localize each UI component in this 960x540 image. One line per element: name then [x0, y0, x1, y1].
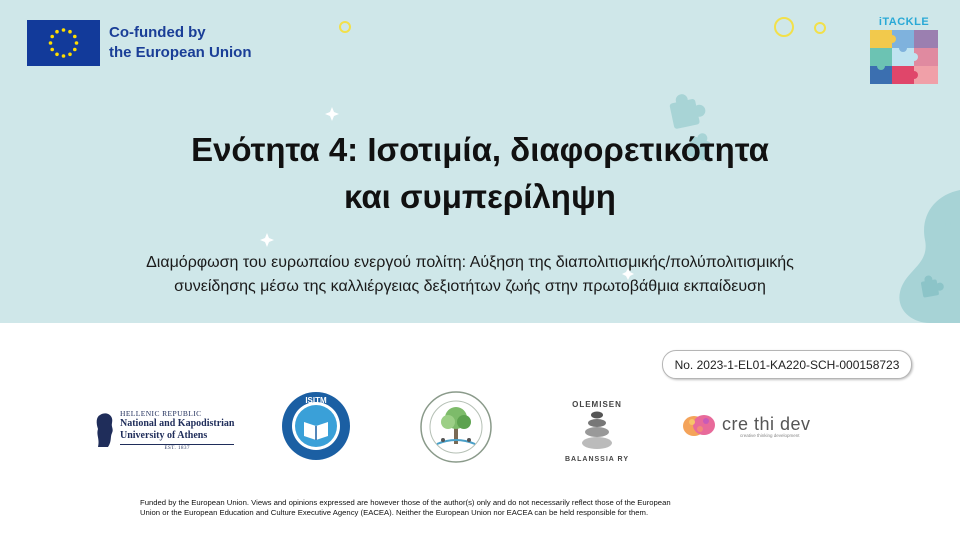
- disclaimer-line: Union or the European Education and Culture Executive Agency (EACEA). Neither the European Union nor EACEA can be held responsible for them.: [140, 508, 649, 517]
- slide-title: [120, 126, 840, 220]
- ring-shape: [815, 23, 825, 33]
- puzzle-piece-icon: [668, 90, 708, 129]
- crethidev-logo: [682, 410, 827, 442]
- itackle-logo: [866, 16, 942, 93]
- isitm-seal-icon: [280, 390, 352, 462]
- eu-flag-icon: [27, 20, 100, 66]
- crethidev-name: cre thi dev: [722, 413, 811, 434]
- eu-cofunded-logo: [27, 20, 252, 66]
- title-line: και συμπερίληψη: [344, 178, 616, 215]
- dot-shape: [929, 237, 939, 247]
- olemisen-top-text: OLEMISEN: [572, 400, 622, 409]
- project-number-badge: No. 2023-1-EL01-KA220-SCH-000158723: [662, 350, 912, 379]
- crethidev-tagline: creative thinking development: [740, 432, 800, 438]
- crethidev-text: [722, 415, 811, 438]
- eu-stars-icon: [27, 20, 100, 66]
- subtitle-line: συνείδησης μέσω της καλλιέργειας δεξιοτήτων ζωής στην πρωτοβάθμια εκπαίδευση: [174, 278, 766, 295]
- brain-icon: [682, 412, 716, 440]
- ring-shape: [775, 18, 793, 36]
- title-line: Ενότητα 4: Ισοτιμία, διαφορετικότητα: [191, 131, 769, 168]
- dot-shape: [945, 221, 951, 227]
- uoa-logo: [94, 406, 244, 454]
- stacked-stones-icon: [560, 393, 634, 467]
- athena-head-icon: [94, 411, 116, 449]
- sparkle-icon: [260, 233, 274, 247]
- ring-shape: [340, 22, 350, 32]
- sparkle-icon: [325, 107, 339, 121]
- isitm-logo: [280, 390, 352, 462]
- eu-text-line1: Co-funded by: [109, 24, 206, 41]
- disclaimer-line: Funded by the European Union. Views and opinions expressed are however those of the author(s) only and do not necessarily reflect those of the European: [140, 498, 671, 507]
- uoa-line: National and Kapodistrian: [120, 418, 235, 429]
- uoa-line: University of Athens: [120, 430, 208, 441]
- uoa-line: HELLENIC REPUBLIC: [120, 409, 202, 418]
- itackle-title: iTACKLE: [878, 16, 930, 28]
- slide-subtitle: [60, 251, 880, 299]
- puzzle-grid-icon: [866, 28, 942, 88]
- tree-seal-icon: [419, 390, 493, 464]
- isitm-abbr: ISITM: [305, 396, 327, 405]
- eu-text-line2: the European Union: [109, 44, 252, 61]
- subtitle-line: Διαμόρφωση του ευρωπαίου ενεργού πολίτη: Αύξηση της διαπολιτισμικής/πολύπολιτισμικής: [146, 254, 794, 271]
- blob-shape: [899, 190, 960, 323]
- eu-logo-text: [109, 23, 252, 63]
- tree-partner-logo: [419, 390, 493, 464]
- uoa-text: [120, 409, 234, 451]
- olemisen-bottom-text: BALANSSIA RY: [565, 456, 629, 463]
- eu-disclaimer: [140, 498, 820, 518]
- olemisen-balanssia-logo: [560, 393, 634, 467]
- uoa-line: EST. 1837: [120, 444, 234, 451]
